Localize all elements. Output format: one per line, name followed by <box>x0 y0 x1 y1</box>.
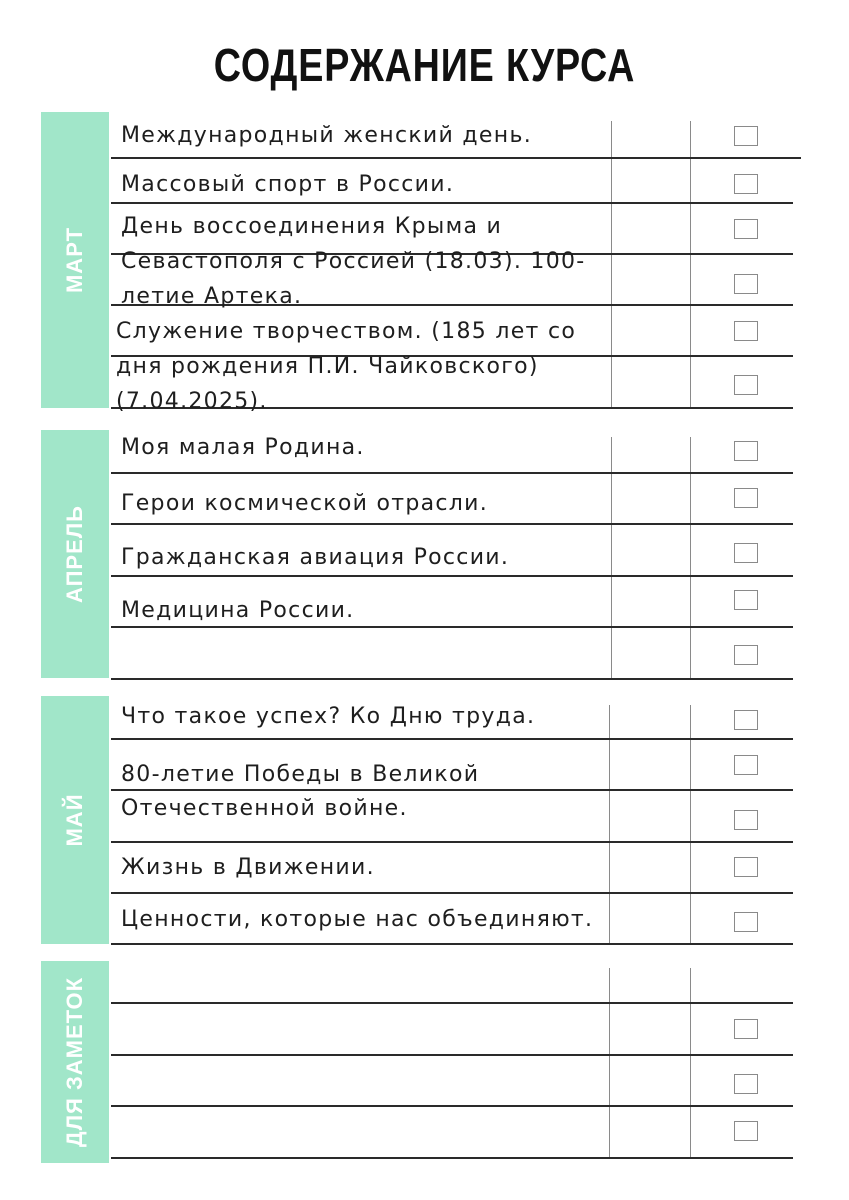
page-title: СОДЕРЖАНИЕ КУРСА <box>213 39 636 91</box>
completion-checkbox[interactable] <box>734 1121 758 1141</box>
month-label-april: АПРЕЛЬ <box>62 504 87 604</box>
row-rule <box>111 841 793 843</box>
topic-text: Что такое успех? Ко Дню труда. <box>121 704 536 729</box>
topic-text: Отечественной войне. <box>121 796 408 821</box>
completion-checkbox[interactable] <box>734 375 758 395</box>
topic-text: Ценности, которые нас объединяют. <box>121 907 594 932</box>
column-divider <box>690 968 691 1157</box>
topic-text: Медицина России. <box>121 598 355 623</box>
topic-text: Международный женский день. <box>121 123 533 148</box>
row-rule <box>111 738 793 740</box>
topic-text: День воссоединения Крыма и <box>121 214 503 239</box>
completion-checkbox[interactable] <box>734 1019 758 1039</box>
row-rule <box>111 523 793 525</box>
completion-checkbox[interactable] <box>734 755 758 775</box>
row-rule <box>111 202 793 204</box>
completion-checkbox[interactable] <box>734 645 758 665</box>
completion-checkbox[interactable] <box>734 710 758 730</box>
row-rule <box>111 1105 793 1107</box>
row-rule <box>111 943 793 945</box>
topic-text: (7.04.2025). <box>116 389 268 414</box>
month-band-notes <box>41 961 109 1163</box>
completion-checkbox[interactable] <box>734 174 758 194</box>
row-rule <box>111 575 793 577</box>
topic-text: Герои космической отрасли. <box>121 491 489 516</box>
topic-text: Жизнь в Движении. <box>121 855 375 880</box>
completion-checkbox[interactable] <box>734 126 758 146</box>
completion-checkbox[interactable] <box>734 274 758 294</box>
row-rule <box>111 1157 793 1159</box>
row-rule <box>111 157 801 159</box>
row-rule <box>111 626 793 628</box>
completion-checkbox[interactable] <box>734 219 758 239</box>
month-band-march <box>41 112 109 408</box>
column-divider <box>611 121 612 408</box>
row-rule <box>111 472 793 474</box>
month-label-march: МАРТ <box>62 226 87 294</box>
completion-checkbox[interactable] <box>734 590 758 610</box>
topic-text: Массовый спорт в России. <box>121 172 455 197</box>
topic-text: дня рождения П.И. Чайковского) <box>116 354 539 379</box>
completion-checkbox[interactable] <box>734 543 758 563</box>
column-divider <box>609 968 610 1157</box>
completion-checkbox[interactable] <box>734 441 758 461</box>
completion-checkbox[interactable] <box>734 857 758 877</box>
month-band-april <box>41 430 109 678</box>
row-rule <box>111 1002 793 1004</box>
row-rule <box>111 789 793 791</box>
completion-checkbox[interactable] <box>734 1074 758 1094</box>
month-label-notes: ДЛЯ ЗАМЕТОК <box>62 976 87 1148</box>
topic-text: Гражданская авиация России. <box>121 545 510 570</box>
column-divider <box>690 121 691 408</box>
topic-text: Моя малая Родина. <box>121 435 365 460</box>
month-band-may <box>41 696 109 944</box>
row-rule <box>111 892 793 894</box>
completion-checkbox[interactable] <box>734 912 758 932</box>
column-divider <box>690 705 691 944</box>
topic-text: Служение творчеством. (185 лет со <box>116 319 577 344</box>
topic-text: Севастополя с Россией (18.03). 100- <box>121 249 586 274</box>
column-divider <box>609 705 610 944</box>
completion-checkbox[interactable] <box>734 810 758 830</box>
topic-text: 80-летие Победы в Великой <box>121 762 480 787</box>
row-rule <box>111 678 793 680</box>
month-label-may: МАЙ <box>62 793 87 847</box>
completion-checkbox[interactable] <box>734 488 758 508</box>
row-rule <box>111 1054 793 1056</box>
completion-checkbox[interactable] <box>734 321 758 341</box>
topic-text: летие Артека. <box>121 284 303 309</box>
